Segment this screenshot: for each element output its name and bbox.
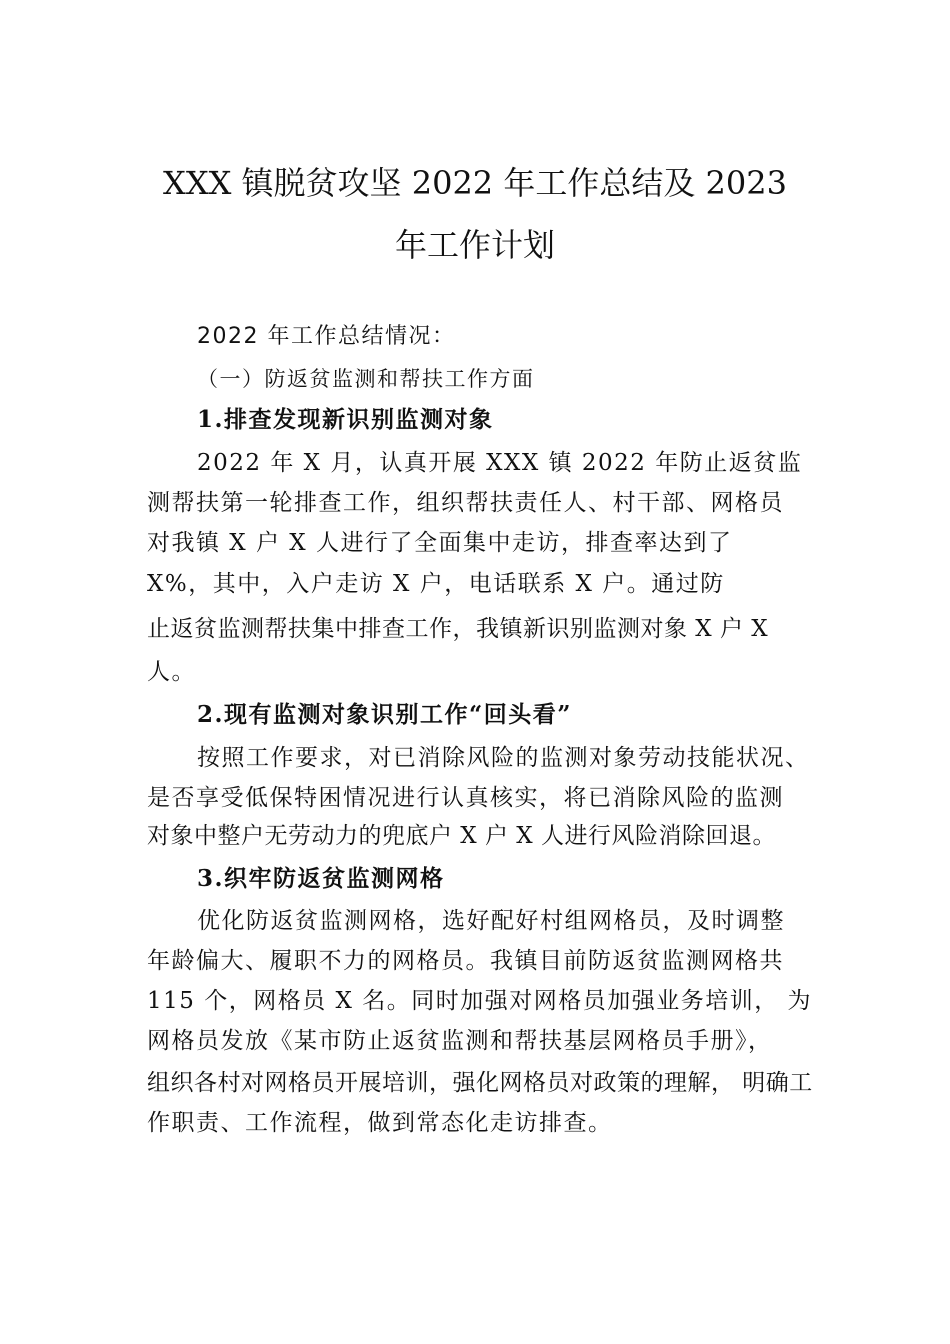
paragraph-line: 年龄偏大、履职不力的网格员。我镇目前防返贫监测网格共 [147,948,784,974]
title-line-2: 年工作计划 [394,226,555,264]
paragraph-line: 2022 年 X 月，认真开展 XXX 镇 2022 年防止返贫监 [197,450,803,476]
paragraph-line: 115 个，网格员 X 名。同时加强对网格员加强业务培训， 为 [147,988,813,1014]
item-2-heading: 2.现有监测对象识别工作“回头看” [197,701,572,728]
paragraph-line: 止返贫监测帮扶集中排查工作，我镇新识别监测对象 X 户 X [147,616,769,642]
paragraph-line: 组织各村对网格员开展培训，强化网格员对政策的理解， 明确工 [147,1070,813,1096]
section-heading: 2022 年工作总结情况： [197,324,456,349]
paragraph-line: 按照工作要求，对已消除风险的监测对象劳动技能状况、 [197,745,810,771]
paragraph-line: 优化防返贫监测网格，选好配好村组网格员，及时调整 [197,908,785,934]
paragraph-line: 对象中整户无劳动力的兜底户 X 户 X 人进行风险消除回退。 [147,823,776,849]
paragraph-line: 是否享受低保特困情况进行认真核实，将已消除风险的监测 [147,785,784,811]
paragraph-line: 网格员发放《某市防止返贫监测和帮扶基层网格员手册》， [147,1028,773,1054]
paragraph-line: 对我镇 X 户 X 人进行了全面集中走访，排查率达到了 [147,530,733,556]
item-3-heading: 3.织牢防返贫监测网格 [197,865,445,892]
item-1-heading: 1.排查发现新识别监测对象 [197,406,494,433]
subsection-heading: （一）防返贫监测和帮扶工作方面 [197,367,535,391]
paragraph-line: 人。 [147,659,196,685]
paragraph-line: 测帮扶第一轮排查工作，组织帮扶责任人、村干部、网格员 [147,490,784,516]
title-line-1: XXX 镇脱贫攻坚 2022 年工作总结及 2023 [163,164,787,202]
paragraph-line: 作职责、工作流程，做到常态化走访排查。 [147,1110,613,1136]
paragraph-line: X%，其中，入户走访 X 户，电话联系 X 户。通过防 [147,571,725,597]
